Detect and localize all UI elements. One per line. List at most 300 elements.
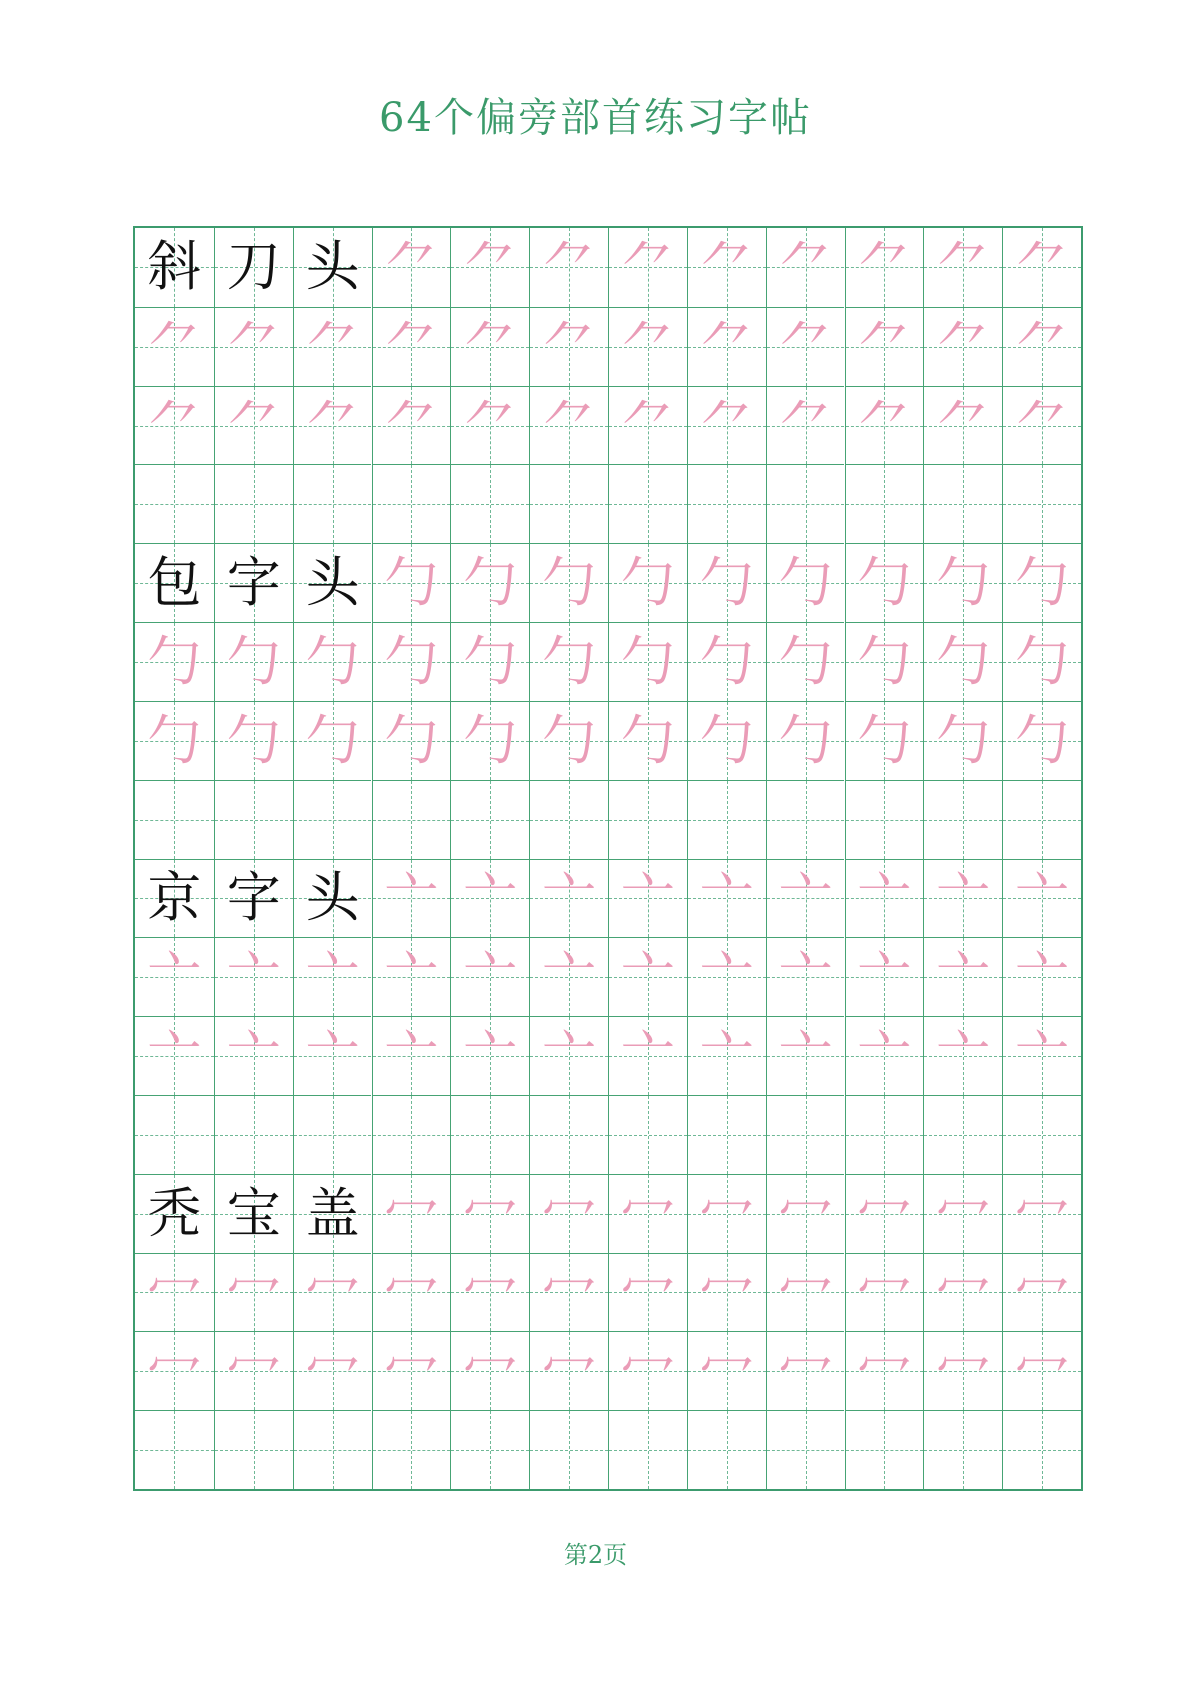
- guide-line-vertical: [963, 1096, 964, 1174]
- trace-radical: 勹: [147, 629, 202, 693]
- grid-cell: [766, 622, 845, 701]
- grid-cell: [450, 543, 529, 622]
- trace-radical: 冖: [1015, 1339, 1070, 1403]
- grid-cell: [372, 1016, 451, 1095]
- grid-cell: [450, 1253, 529, 1332]
- trace-radical: ⺈: [147, 314, 202, 378]
- trace-radical: 冖: [699, 1260, 754, 1324]
- example-character: 盖: [305, 1181, 360, 1245]
- grid-cell: [135, 622, 214, 701]
- grid-cell: [529, 701, 608, 780]
- grid-cell: [372, 1253, 451, 1332]
- trace-radical: 冖: [778, 1260, 833, 1324]
- grid-cell: [529, 780, 608, 859]
- trace-radical: ⺈: [1015, 314, 1070, 378]
- grid-cell: [214, 1174, 293, 1253]
- trace-radical: 亠: [620, 1024, 675, 1088]
- grid-cell: [1002, 1331, 1081, 1410]
- trace-radical: 冖: [305, 1339, 360, 1403]
- grid-cell: [135, 228, 214, 307]
- trace-radical: 冖: [778, 1181, 833, 1245]
- trace-radical: 亠: [857, 945, 912, 1009]
- grid-cell: [845, 701, 924, 780]
- grid-cell: [923, 1016, 1002, 1095]
- trace-radical: 勹: [226, 708, 281, 772]
- grid-cell: [135, 386, 214, 465]
- grid-cell: [372, 1174, 451, 1253]
- grid-cell: [923, 1174, 1002, 1253]
- guide-line-vertical: [1042, 1411, 1043, 1489]
- trace-radical: 冖: [463, 1339, 518, 1403]
- grid-cell: [372, 228, 451, 307]
- grid-cell: [923, 543, 1002, 622]
- grid-cell: [293, 859, 372, 938]
- grid-cell: [608, 622, 687, 701]
- guide-line-vertical: [884, 1411, 885, 1489]
- grid-cell: [1002, 859, 1081, 938]
- grid-cell: [845, 1016, 924, 1095]
- trace-radical: 冖: [542, 1339, 597, 1403]
- trace-radical: 勹: [699, 629, 754, 693]
- guide-line-vertical: [174, 1411, 175, 1489]
- trace-radical: ⺈: [305, 314, 360, 378]
- trace-radical: 亠: [1015, 1024, 1070, 1088]
- grid-cell: [608, 228, 687, 307]
- grid-cell: [135, 1016, 214, 1095]
- grid-cell: [529, 1253, 608, 1332]
- grid-cell: [214, 859, 293, 938]
- grid-cell: [1002, 937, 1081, 1016]
- grid-cell: [687, 1095, 766, 1174]
- grid-cell: [1002, 1095, 1081, 1174]
- grid-cell: [529, 307, 608, 386]
- grid-cell: [450, 859, 529, 938]
- trace-radical: 亠: [463, 1024, 518, 1088]
- grid-cell: [687, 386, 766, 465]
- trace-radical: 冖: [1015, 1260, 1070, 1324]
- trace-radical: ⺈: [699, 235, 754, 299]
- grid-cell: [1002, 780, 1081, 859]
- grid-cell: [608, 1095, 687, 1174]
- grid-cell: [1002, 1174, 1081, 1253]
- trace-radical: 勹: [778, 551, 833, 615]
- grid-cell: [450, 228, 529, 307]
- grid-cell: [293, 1331, 372, 1410]
- guide-line-vertical: [254, 781, 255, 859]
- guide-line-vertical: [174, 465, 175, 543]
- guide-line-vertical: [884, 781, 885, 859]
- grid-cell: [372, 780, 451, 859]
- guide-line-vertical: [333, 781, 334, 859]
- grid-cell: [845, 543, 924, 622]
- example-character: 字: [226, 866, 281, 930]
- trace-radical: ⺈: [1015, 235, 1070, 299]
- guide-line-vertical: [727, 1411, 728, 1489]
- grid-cell: [450, 937, 529, 1016]
- grid-cell: [214, 622, 293, 701]
- example-character: 宝: [226, 1181, 281, 1245]
- trace-radical: ⺈: [936, 314, 991, 378]
- trace-radical: ⺈: [226, 393, 281, 457]
- trace-radical: 亠: [778, 945, 833, 1009]
- grid-cell: [529, 228, 608, 307]
- trace-radical: 勹: [463, 708, 518, 772]
- grid-cell: [608, 464, 687, 543]
- trace-radical: 勹: [305, 708, 360, 772]
- grid-cell: [135, 780, 214, 859]
- trace-radical: 冖: [857, 1339, 912, 1403]
- trace-radical: 亠: [1015, 866, 1070, 930]
- grid-cell: [214, 937, 293, 1016]
- trace-radical: 冖: [226, 1339, 281, 1403]
- grid-cell: [766, 1016, 845, 1095]
- grid-cell: [608, 1410, 687, 1489]
- guide-line-vertical: [569, 1096, 570, 1174]
- guide-line-vertical: [569, 1411, 570, 1489]
- grid-cell: [687, 228, 766, 307]
- grid-cell: [766, 228, 845, 307]
- trace-radical: 冖: [936, 1339, 991, 1403]
- guide-line-vertical: [727, 465, 728, 543]
- trace-radical: ⺈: [620, 393, 675, 457]
- grid-cell: [372, 701, 451, 780]
- trace-radical: 冖: [620, 1339, 675, 1403]
- guide-line-vertical: [963, 1411, 964, 1489]
- trace-radical: 勹: [778, 708, 833, 772]
- grid-cell: [766, 1410, 845, 1489]
- grid-cell: [372, 1331, 451, 1410]
- grid-cell: [845, 228, 924, 307]
- trace-radical: 亠: [1015, 945, 1070, 1009]
- trace-radical: 勹: [620, 708, 675, 772]
- grid-cell: [923, 622, 1002, 701]
- trace-radical: 冖: [857, 1181, 912, 1245]
- trace-radical: ⺈: [699, 314, 754, 378]
- grid-cell: [923, 937, 1002, 1016]
- grid-cell: [766, 937, 845, 1016]
- grid-cell: [372, 386, 451, 465]
- grid-cell: [372, 1410, 451, 1489]
- grid-cell: [845, 1174, 924, 1253]
- guide-line-vertical: [411, 465, 412, 543]
- trace-radical: 亠: [699, 1024, 754, 1088]
- trace-radical: 亠: [936, 1024, 991, 1088]
- grid-cell: [135, 701, 214, 780]
- guide-line-vertical: [333, 465, 334, 543]
- grid-cell: [214, 1253, 293, 1332]
- grid-cell: [687, 1410, 766, 1489]
- trace-radical: 亠: [936, 866, 991, 930]
- trace-radical: 冖: [147, 1260, 202, 1324]
- trace-radical: ⺈: [384, 393, 439, 457]
- trace-radical: 冖: [620, 1181, 675, 1245]
- trace-radical: 亠: [384, 945, 439, 1009]
- trace-radical: 勹: [1015, 629, 1070, 693]
- trace-radical: 冖: [384, 1181, 439, 1245]
- trace-radical: 冖: [542, 1260, 597, 1324]
- guide-line-vertical: [963, 781, 964, 859]
- grid-cell: [923, 780, 1002, 859]
- trace-radical: 冖: [226, 1260, 281, 1324]
- grid-cell: [1002, 701, 1081, 780]
- grid-cell: [608, 937, 687, 1016]
- trace-radical: ⺈: [1015, 393, 1070, 457]
- trace-radical: ⺈: [305, 393, 360, 457]
- trace-radical: 亠: [305, 945, 360, 1009]
- grid-cell: [845, 937, 924, 1016]
- trace-radical: 冖: [699, 1181, 754, 1245]
- trace-radical: 冖: [463, 1260, 518, 1324]
- page-number: 第2页: [563, 1541, 628, 1569]
- grid-cell: [923, 859, 1002, 938]
- trace-radical: ⺈: [778, 393, 833, 457]
- trace-radical: 勹: [857, 551, 912, 615]
- grid-cell: [135, 1095, 214, 1174]
- grid-cell: [1002, 1253, 1081, 1332]
- guide-line-vertical: [806, 465, 807, 543]
- grid-cell: [214, 543, 293, 622]
- example-character: 头: [305, 866, 360, 930]
- grid-cell: [372, 859, 451, 938]
- grid-cell: [766, 386, 845, 465]
- trace-radical: 勹: [384, 708, 439, 772]
- grid-cell: [135, 1410, 214, 1489]
- grid-cell: [923, 1095, 1002, 1174]
- grid-cell: [450, 386, 529, 465]
- grid-cell: [687, 937, 766, 1016]
- grid-cell: [293, 543, 372, 622]
- grid-cell: [766, 1095, 845, 1174]
- guide-line-vertical: [884, 465, 885, 543]
- example-character: 头: [305, 235, 360, 299]
- grid-cell: [923, 386, 1002, 465]
- trace-radical: 勹: [936, 629, 991, 693]
- grid-cell: [1002, 1410, 1081, 1489]
- trace-radical: 亠: [226, 1024, 281, 1088]
- guide-line-vertical: [648, 1096, 649, 1174]
- grid-cell: [687, 1016, 766, 1095]
- grid-cell: [766, 1253, 845, 1332]
- grid-cell: [450, 464, 529, 543]
- trace-radical: ⺈: [463, 314, 518, 378]
- grid-cell: [1002, 1016, 1081, 1095]
- guide-line-vertical: [490, 1096, 491, 1174]
- trace-radical: ⺈: [463, 393, 518, 457]
- grid-cell: [608, 1174, 687, 1253]
- trace-radical: ⺈: [542, 393, 597, 457]
- trace-radical: ⺈: [857, 393, 912, 457]
- grid-cell: [372, 307, 451, 386]
- trace-radical: 亠: [857, 1024, 912, 1088]
- trace-radical: 勹: [542, 629, 597, 693]
- grid-cell: [293, 464, 372, 543]
- guide-line-vertical: [884, 1096, 885, 1174]
- guide-line-vertical: [648, 1411, 649, 1489]
- grid-cell: [135, 859, 214, 938]
- trace-radical: ⺈: [699, 393, 754, 457]
- guide-line-vertical: [648, 781, 649, 859]
- guide-line-vertical: [174, 1096, 175, 1174]
- grid-cell: [687, 1174, 766, 1253]
- grid-cell: [766, 464, 845, 543]
- grid-cell: [529, 622, 608, 701]
- grid-cell: [529, 543, 608, 622]
- trace-radical: 勹: [147, 708, 202, 772]
- grid-cell: [529, 464, 608, 543]
- grid-cell: [214, 386, 293, 465]
- grid-cell: [293, 622, 372, 701]
- grid-cell: [845, 1253, 924, 1332]
- grid-cell: [214, 228, 293, 307]
- trace-radical: 冖: [857, 1260, 912, 1324]
- trace-radical: ⺈: [778, 235, 833, 299]
- trace-radical: 勹: [620, 551, 675, 615]
- grid-cell: [529, 1410, 608, 1489]
- trace-radical: 勹: [857, 629, 912, 693]
- example-character: 字: [226, 551, 281, 615]
- grid-cell: [135, 464, 214, 543]
- trace-radical: 勹: [857, 708, 912, 772]
- example-character: 秃: [147, 1181, 202, 1245]
- trace-radical: ⺈: [936, 393, 991, 457]
- trace-radical: 亠: [147, 1024, 202, 1088]
- grid-cell: [214, 307, 293, 386]
- trace-radical: 冖: [699, 1339, 754, 1403]
- grid-cell: [845, 1331, 924, 1410]
- grid-cell: [214, 464, 293, 543]
- grid-cell: [214, 701, 293, 780]
- trace-radical: 亠: [463, 866, 518, 930]
- grid-cell: [372, 937, 451, 1016]
- trace-radical: 冖: [147, 1339, 202, 1403]
- grid-cell: [214, 1331, 293, 1410]
- grid-cell: [372, 464, 451, 543]
- trace-radical: 勹: [778, 629, 833, 693]
- trace-radical: 亠: [620, 866, 675, 930]
- grid-cell: [766, 859, 845, 938]
- guide-line-vertical: [1042, 781, 1043, 859]
- grid-cell: [450, 1095, 529, 1174]
- grid-cell: [687, 622, 766, 701]
- trace-radical: 冖: [620, 1260, 675, 1324]
- grid-cell: [687, 307, 766, 386]
- trace-radical: 亠: [699, 945, 754, 1009]
- trace-radical: 亠: [542, 866, 597, 930]
- grid-cell: [135, 937, 214, 1016]
- trace-radical: 冖: [542, 1181, 597, 1245]
- grid-cell: [1002, 622, 1081, 701]
- trace-radical: ⺈: [620, 314, 675, 378]
- grid-cell: [845, 1410, 924, 1489]
- trace-radical: 勹: [1015, 708, 1070, 772]
- trace-radical: ⺈: [226, 314, 281, 378]
- trace-radical: 冖: [384, 1260, 439, 1324]
- trace-radical: 亠: [778, 866, 833, 930]
- grid-cell: [135, 307, 214, 386]
- grid-cell: [135, 543, 214, 622]
- grid-cell: [687, 780, 766, 859]
- example-character: 京: [147, 866, 202, 930]
- grid-cell: [214, 1410, 293, 1489]
- trace-radical: ⺈: [384, 235, 439, 299]
- grid-cell: [293, 1410, 372, 1489]
- grid-cell: [293, 1095, 372, 1174]
- trace-radical: 勹: [699, 551, 754, 615]
- guide-line-vertical: [254, 465, 255, 543]
- grid-cell: [766, 307, 845, 386]
- example-character: 包: [147, 551, 202, 615]
- guide-line-vertical: [963, 465, 964, 543]
- grid-cell: [450, 307, 529, 386]
- grid-cell: [766, 1174, 845, 1253]
- trace-radical: 勹: [620, 629, 675, 693]
- trace-radical: 亠: [542, 945, 597, 1009]
- trace-radical: 亠: [384, 866, 439, 930]
- trace-radical: ⺈: [857, 235, 912, 299]
- trace-radical: 冖: [936, 1181, 991, 1245]
- grid-cell: [845, 780, 924, 859]
- grid-cell: [214, 1095, 293, 1174]
- grid-cell: [766, 1331, 845, 1410]
- trace-radical: ⺈: [936, 235, 991, 299]
- trace-radical: 勹: [384, 629, 439, 693]
- trace-radical: 冖: [463, 1181, 518, 1245]
- grid-cell: [529, 1016, 608, 1095]
- grid-cell: [1002, 307, 1081, 386]
- guide-line-vertical: [648, 465, 649, 543]
- guide-line-vertical: [806, 1411, 807, 1489]
- grid-cell: [687, 701, 766, 780]
- trace-radical: 勹: [542, 551, 597, 615]
- trace-radical: 勹: [463, 629, 518, 693]
- trace-radical: ⺈: [542, 314, 597, 378]
- grid-cell: [608, 780, 687, 859]
- grid-cell: [845, 386, 924, 465]
- trace-radical: 冖: [1015, 1181, 1070, 1245]
- grid-cell: [608, 701, 687, 780]
- grid-cell: [608, 307, 687, 386]
- guide-line-vertical: [411, 1096, 412, 1174]
- grid-cell: [135, 1253, 214, 1332]
- grid-cell: [766, 701, 845, 780]
- grid-cell: [214, 1016, 293, 1095]
- grid-cell: [845, 622, 924, 701]
- grid-cell: [293, 228, 372, 307]
- grid-cell: [450, 701, 529, 780]
- trace-radical: 冖: [778, 1339, 833, 1403]
- grid-cell: [135, 1331, 214, 1410]
- grid-cell: [529, 1095, 608, 1174]
- trace-radical: 勹: [1015, 551, 1070, 615]
- grid-cell: [293, 701, 372, 780]
- trace-radical: ⺈: [857, 314, 912, 378]
- guide-line-vertical: [569, 465, 570, 543]
- trace-radical: 亠: [699, 866, 754, 930]
- grid-cell: [293, 1253, 372, 1332]
- grid-cell: [923, 1331, 1002, 1410]
- grid-cell: [1002, 228, 1081, 307]
- trace-radical: 勹: [463, 551, 518, 615]
- grid-cell: [529, 1174, 608, 1253]
- trace-radical: 勹: [699, 708, 754, 772]
- grid-cell: [845, 1095, 924, 1174]
- grid-cell: [450, 622, 529, 701]
- guide-line-vertical: [254, 1096, 255, 1174]
- grid-cell: [372, 622, 451, 701]
- grid-cell: [608, 1331, 687, 1410]
- trace-radical: ⺈: [620, 235, 675, 299]
- trace-radical: ⺈: [542, 235, 597, 299]
